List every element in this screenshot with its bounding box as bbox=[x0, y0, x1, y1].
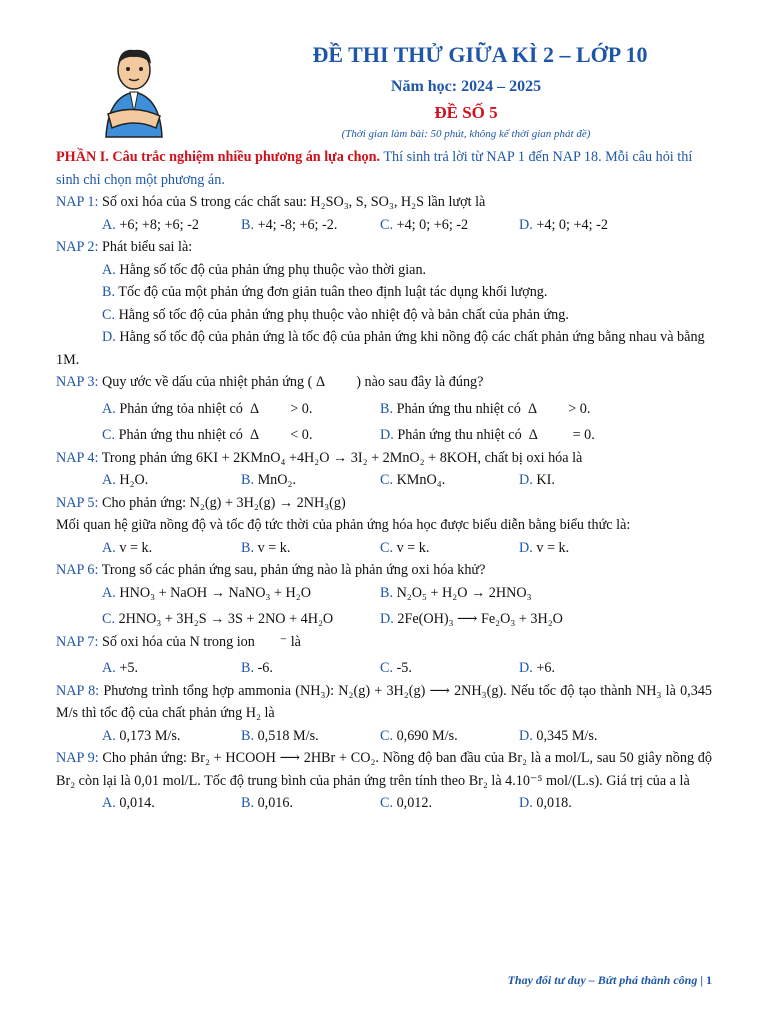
question-label: NAP 9: bbox=[56, 750, 99, 766]
option-a[interactable]: A. v = k. bbox=[102, 539, 153, 556]
question-text: Cho phản ứng: Br₂ + HCOOH ⟶ 2HBr + CO₂. Nồng độ ban đầu của Br₂ là a mol/L, sau 50 giây nồng độ Br₂ còn lại là 0,01 mol/L. Tốc độ trung bình của phản ứng trên tính theo Br₂ là 4.10⁻⁵ mol/(L.s). Giá trị của a là bbox=[56, 750, 712, 789]
question-label: NAP 2: bbox=[56, 239, 99, 255]
question-text: Trong phản ứng 6KI + 2KMnO₄ +4H₂O → 3I₂ + 2MnO₂ + 8KOH, chất bị oxi hóa là bbox=[98, 449, 583, 466]
question-text: Quy ước về dấu của nhiệt phản ứng ( Δ ) nào sau đây là đúng? bbox=[98, 374, 484, 390]
option-c[interactable]: C. Hằng số tốc độ của phản ứng phụ thuộc vào nhiệt độ và bản chất của phản ứng. bbox=[102, 306, 569, 323]
options-q9 bbox=[56, 792, 712, 815]
question-5-text-2: Mối quan hệ giữa nồng độ và tốc độ tức thời của phản ứng hóa học được biểu diễn bằng biểu thức là: bbox=[56, 517, 631, 533]
option-b[interactable]: B. 0,518 M/s. bbox=[241, 727, 319, 744]
options-q4 bbox=[56, 469, 712, 492]
part-instruction: Thí sinh trả lời từ NAP 1 đến NAP 18. Mỗi câu hỏi thí sinh chỉ chọn một phương án. bbox=[56, 149, 693, 188]
question-label: NAP 6: bbox=[56, 562, 99, 578]
question-label: NAP 4: bbox=[56, 449, 99, 466]
question-2 bbox=[56, 236, 712, 259]
options-q5 bbox=[56, 537, 712, 560]
page-number: | 1 bbox=[697, 973, 712, 987]
question-8 bbox=[56, 680, 712, 725]
option-a[interactable]: A. H₂O. bbox=[102, 472, 149, 488]
option-d[interactable]: D. 2Fe(OH)₃ ⟶ Fe₂O₃ + 3H₂O bbox=[380, 611, 563, 627]
question-label: NAP 1: bbox=[56, 194, 99, 210]
question-text: Cho phản ứng: N₂(g) + 3H₂(g) → 2NH₃(g) bbox=[98, 494, 346, 511]
footer-slogan: Thay đổi tư duy – Bứt phá thành công bbox=[507, 973, 698, 987]
question-text: Số oxi hóa của N trong ion ⁻ là bbox=[98, 633, 301, 650]
option-b[interactable]: B. +4; -8; +6; -2. bbox=[241, 216, 338, 233]
option-a[interactable]: A. +5. bbox=[102, 660, 138, 676]
options-q8 bbox=[56, 725, 712, 748]
options-q3-row1 bbox=[56, 398, 712, 421]
option-b[interactable]: B. Tốc độ của một phản ứng đơn giản tuân theo định luật tác dụng khối lượng. bbox=[102, 284, 548, 300]
exam-time-note: (Thời gian làm bài: 50 phút, không kể thời gian phát đề) bbox=[341, 128, 591, 140]
option-d[interactable]: D. v = k. bbox=[519, 539, 570, 556]
option-d[interactable]: D. +4; 0; +4; -2 bbox=[519, 216, 608, 233]
option-c[interactable]: C. Phản ứng thu nhiệt có Δ < 0. bbox=[102, 427, 313, 443]
question-text: Trong số các phản ứng sau, phản ứng nào là phản ứng oxi hóa khử? bbox=[98, 562, 486, 578]
question-9 bbox=[56, 747, 712, 792]
question-1 bbox=[56, 191, 712, 214]
option-c[interactable]: C. 0,690 M/s. bbox=[380, 727, 458, 744]
exam-title: ĐỀ THI THỬ GIỮA KÌ 2 – LỚP 10 bbox=[312, 42, 648, 67]
option-b[interactable]: B. Phản ứng thu nhiệt có Δ > 0. bbox=[380, 400, 591, 417]
question-3 bbox=[56, 371, 712, 394]
option-c[interactable]: C. -5. bbox=[380, 660, 412, 676]
option-b[interactable]: B. N₂O₅ + H₂O → 2HNO₃ bbox=[380, 584, 532, 601]
options-q6-row1 bbox=[56, 582, 712, 605]
option-c[interactable]: C. +4; 0; +6; -2 bbox=[380, 216, 469, 233]
options-q3-row2 bbox=[56, 424, 712, 447]
exam-code: ĐỀ SỐ 5 bbox=[434, 103, 498, 122]
option-c[interactable]: C. v = k. bbox=[380, 539, 430, 556]
question-text: Số oxi hóa của S trong các chất sau: H₂SO₃, S, SO₃, H₂S lần lượt là bbox=[98, 194, 486, 210]
page-footer bbox=[508, 973, 712, 988]
question-label: NAP 7: bbox=[56, 633, 99, 650]
question-4 bbox=[56, 447, 712, 470]
option-b[interactable]: B. 0,016. bbox=[241, 795, 294, 811]
option-d[interactable]: D. KI. bbox=[519, 472, 555, 488]
option-a[interactable]: A. Phản ứng tỏa nhiệt có Δ > 0. bbox=[102, 400, 313, 417]
question-label: NAP 5: bbox=[56, 494, 99, 511]
option-d[interactable]: D. 0,345 M/s. bbox=[519, 727, 598, 744]
part-title: PHẦN I. Câu trắc nghiệm nhiều phương án lựa chọn. bbox=[56, 149, 381, 165]
option-c[interactable]: C. 2HNO₃ + 3H₂S → 3S + 2NO + 4H₂O bbox=[102, 611, 334, 627]
question-text: Phát biểu sai là: bbox=[98, 239, 193, 255]
option-b[interactable]: B. MnO₂. bbox=[241, 472, 297, 488]
option-c[interactable]: C. KMnO₄. bbox=[380, 472, 446, 488]
option-c[interactable]: C. 0,012. bbox=[380, 795, 433, 811]
question-7 bbox=[56, 631, 712, 654]
question-5 bbox=[56, 492, 712, 515]
question-6 bbox=[56, 559, 712, 582]
question-label: NAP 3: bbox=[56, 374, 99, 390]
question-text: Phương trình tổng hợp ammonia (NH₃): N₂(g) + 3H₂(g) ⟶ 2NH₃(g). Nếu tốc độ tạo thành NH₃ là 0,345 M/s thì tốc độ của chất phản ứng H₂ là bbox=[56, 682, 713, 721]
option-a[interactable]: A. Hằng số tốc độ của phản ứng phụ thuộc vào thời gian. bbox=[102, 261, 427, 278]
options-q7 bbox=[56, 657, 712, 680]
option-a[interactable]: A. +6; +8; +6; -2 bbox=[102, 216, 199, 233]
option-b[interactable]: B. -6. bbox=[241, 660, 273, 676]
option-a[interactable]: A. 0,173 M/s. bbox=[102, 727, 181, 744]
options-q1 bbox=[56, 214, 712, 237]
question-label: NAP 8: bbox=[56, 682, 100, 699]
school-year: Năm học: 2024 – 2025 bbox=[390, 78, 542, 95]
option-d[interactable]: D. 0,018. bbox=[519, 795, 572, 811]
option-a[interactable]: A. HNO₃ + NaOH → NaNO₃ + H₂O bbox=[102, 584, 311, 601]
option-d[interactable]: D. Phản ứng thu nhiệt có Δ = 0. bbox=[380, 427, 595, 443]
exam-content bbox=[56, 146, 712, 815]
options-q6-row2 bbox=[56, 608, 712, 631]
option-d[interactable]: D. Hằng số tốc độ của phản ứng là tốc độ của phản ứng khi nồng độ các chất phản ứng bằng nhau và bằng 1M. bbox=[56, 329, 705, 368]
part-heading bbox=[56, 146, 712, 191]
option-d[interactable]: D. +6. bbox=[519, 660, 555, 676]
option-b[interactable]: B. v = k. bbox=[241, 539, 291, 556]
option-a[interactable]: A. 0,014. bbox=[102, 795, 155, 811]
